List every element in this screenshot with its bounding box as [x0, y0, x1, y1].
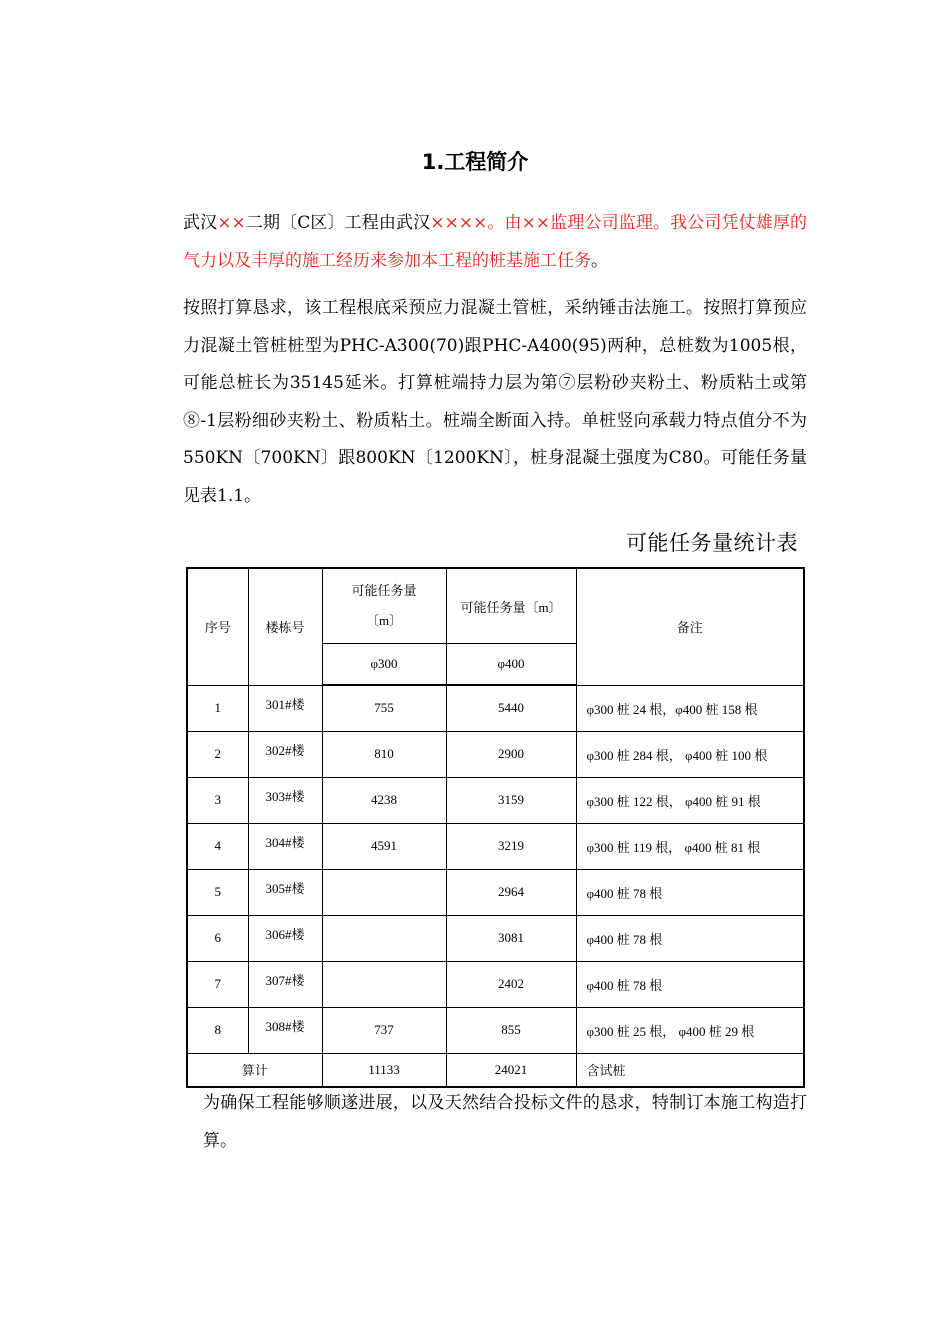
workload-table: [186, 567, 805, 1088]
row-building: 304#楼: [248, 823, 322, 869]
row-note: φ400 桩 78 根: [576, 961, 804, 1007]
table-row: [187, 823, 804, 869]
header-note: 备注: [576, 568, 804, 685]
table-row: [187, 685, 804, 731]
row-quantity-400: 2900: [446, 731, 576, 777]
row-quantity-300: [322, 869, 446, 915]
row-quantity-400: 2402: [446, 961, 576, 1007]
intro-paragraph-1: [183, 205, 807, 280]
row-quantity-300: [322, 915, 446, 961]
row-building: 305#楼: [248, 869, 322, 915]
table-row: [187, 869, 804, 915]
row-note: φ300 桩 24 根，φ400 桩 158 根: [576, 685, 804, 731]
header-d300: φ300: [322, 644, 446, 686]
row-no: 7: [187, 961, 248, 1007]
row-building: 302#楼: [248, 731, 322, 777]
row-no: 8: [187, 1007, 248, 1053]
intro-text: 武汉: [183, 213, 218, 233]
highlighted-text: ××: [217, 213, 246, 233]
row-no: 3: [187, 777, 248, 823]
header-quantity-300-line1: 可能任务量: [351, 583, 417, 598]
table-row: [187, 777, 804, 823]
row-note: φ300 桩 122 根， φ400 桩 91 根: [576, 777, 804, 823]
row-quantity-300: 810: [322, 731, 446, 777]
row-quantity-400: 3159: [446, 777, 576, 823]
table-row: [187, 915, 804, 961]
row-building: 306#楼: [248, 915, 322, 961]
total-note: 含试桩: [576, 1053, 804, 1087]
table-row: [187, 731, 804, 777]
row-quantity-300: 4591: [322, 823, 446, 869]
row-no: 2: [187, 731, 248, 777]
row-quantity-400: 3081: [446, 915, 576, 961]
highlighted-text: ××××。由××监理公司监理。我公司凭仗雄厚的气力以及丰厚的施工经历来参加本工程的桩基施工任务: [183, 213, 808, 271]
closing-paragraph: 为确保工程能够顺遂进展，以及天然结合投标文件的恳求，特制订本施工构造打算。: [203, 1093, 807, 1151]
row-building: 307#楼: [248, 961, 322, 1007]
row-building: 303#楼: [248, 777, 322, 823]
total-row: [187, 1053, 804, 1087]
row-note: φ400 桩 78 根: [576, 915, 804, 961]
row-no: 6: [187, 915, 248, 961]
header-d400: φ400: [446, 644, 576, 686]
intro-text: 二期〔C区〕工程由武汉: [245, 213, 431, 233]
total-quantity-300: 11133: [322, 1053, 446, 1087]
row-no: 5: [187, 869, 248, 915]
header-quantity-300-line2: 〔m〕: [365, 613, 403, 628]
row-note: φ300 桩 119 根， φ400 桩 81 根: [576, 823, 804, 869]
row-quantity-300: [322, 961, 446, 1007]
row-quantity-400: 3219: [446, 823, 576, 869]
row-quantity-300: 737: [322, 1007, 446, 1053]
row-note: φ400 桩 78 根: [576, 869, 804, 915]
header-no: 序号: [187, 568, 248, 685]
table-caption: 可能任务量统计表: [626, 531, 798, 555]
intro-paragraph-2: 按照打算恳求，该工程根底采预应力混凝土管桩，采纳锤击法施工。按照打算预应力混凝土管桩桩型为PHC-A300(70)跟PHC-A400(95)两种，总桩数为1005根，可能总桩长为35145延米。打算桩端持力层为第⑦层粉砂夹粉土、粉质粘土或第⑧-1层粉细砂夹粉土、粉质粘土。桩端全断面入持。单桩竖向承载力特点值分不为550KN〔700KN〕跟800KN〔1200KN〕，桩身混凝土强度为C80。可能任务量见表1.1。: [183, 298, 807, 506]
row-building: 301#楼: [248, 685, 322, 731]
row-quantity-300: 4238: [322, 777, 446, 823]
header-quantity-400: 可能任务量〔m〕: [446, 568, 576, 644]
row-no: 1: [187, 685, 248, 731]
row-note: φ300 桩 25 根， φ400 桩 29 根: [576, 1007, 804, 1053]
table-row: [187, 961, 804, 1007]
intro-text: 。: [591, 250, 608, 271]
row-quantity-400: 5440: [446, 685, 576, 731]
header-quantity-300: [322, 568, 446, 644]
table-row: [187, 1007, 804, 1053]
row-building: 308#楼: [248, 1007, 322, 1053]
row-no: 4: [187, 823, 248, 869]
row-note: φ300 桩 284 根， φ400 桩 100 根: [576, 731, 804, 777]
total-label: 算计: [187, 1053, 322, 1087]
section-title: 1.工程简介: [421, 150, 529, 174]
total-quantity-400: 24021: [446, 1053, 576, 1087]
row-quantity-300: 755: [322, 685, 446, 731]
header-building: 楼栋号: [248, 568, 322, 685]
row-quantity-400: 2964: [446, 869, 576, 915]
row-quantity-400: 855: [446, 1007, 576, 1053]
